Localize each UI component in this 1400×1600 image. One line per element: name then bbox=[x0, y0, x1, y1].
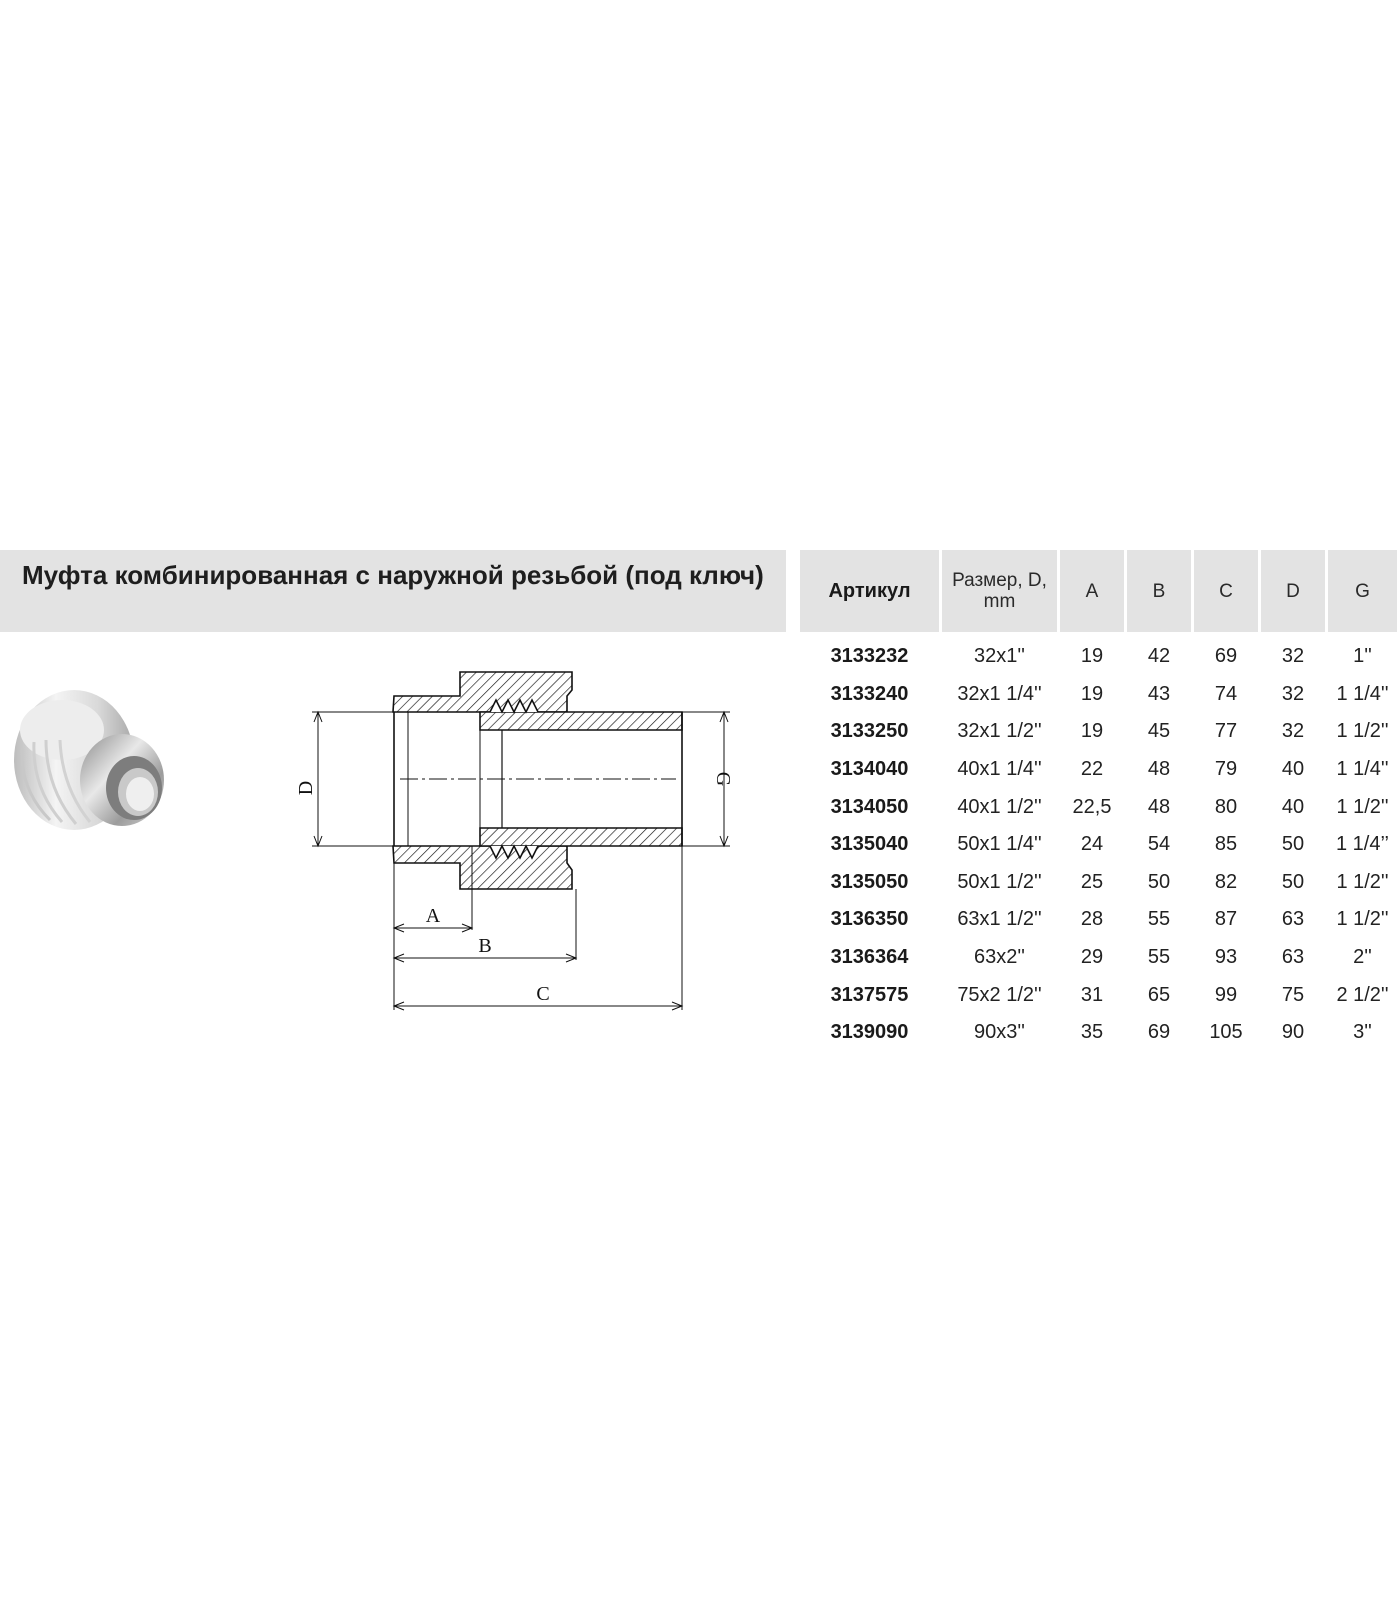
cell-article: 3133240 bbox=[800, 676, 942, 714]
cell-c: 74 bbox=[1194, 676, 1261, 714]
cell-g: 2 1/2'' bbox=[1328, 976, 1400, 1014]
cell-b: 55 bbox=[1127, 901, 1194, 939]
cell-article: 3133232 bbox=[800, 632, 942, 676]
header-c: C bbox=[1194, 550, 1261, 632]
table-row bbox=[800, 939, 1400, 977]
cell-c: 80 bbox=[1194, 788, 1261, 826]
cell-c: 105 bbox=[1194, 1014, 1261, 1052]
product-photo bbox=[2, 660, 182, 850]
cell-a: 19 bbox=[1060, 632, 1127, 676]
header-d: D bbox=[1261, 550, 1328, 632]
cell-b: 42 bbox=[1127, 632, 1194, 676]
table-row bbox=[800, 826, 1400, 864]
table-row bbox=[800, 901, 1400, 939]
cell-size: 32x1'' bbox=[942, 632, 1060, 676]
dimension-d bbox=[312, 712, 394, 846]
cell-article: 3133250 bbox=[800, 713, 942, 751]
table-row bbox=[800, 632, 1400, 676]
table-header-row bbox=[800, 550, 1400, 632]
cell-c: 82 bbox=[1194, 864, 1261, 902]
table-row bbox=[800, 713, 1400, 751]
cell-size: 63x1 1/2'' bbox=[942, 901, 1060, 939]
cell-b: 48 bbox=[1127, 751, 1194, 789]
header-article: Артикул bbox=[800, 550, 942, 632]
cell-g: 1 1/4'' bbox=[1328, 751, 1400, 789]
cell-size: 50x1 1/2'' bbox=[942, 864, 1060, 902]
cell-size: 50x1 1/4'' bbox=[942, 826, 1060, 864]
cell-g: 1 1/2'' bbox=[1328, 864, 1400, 902]
cell-d: 32 bbox=[1261, 632, 1328, 676]
cell-d: 32 bbox=[1261, 713, 1328, 751]
cell-b: 48 bbox=[1127, 788, 1194, 826]
cell-a: 35 bbox=[1060, 1014, 1127, 1052]
header-a: A bbox=[1060, 550, 1127, 632]
label-a: A bbox=[425, 905, 441, 927]
cell-b: 43 bbox=[1127, 676, 1194, 714]
cell-d: 75 bbox=[1261, 976, 1328, 1014]
cell-article: 3137575 bbox=[800, 976, 942, 1014]
cell-g: 1 1/4'' bbox=[1328, 676, 1400, 714]
cell-size: 63x2'' bbox=[942, 939, 1060, 977]
cell-c: 69 bbox=[1194, 632, 1261, 676]
cell-article: 3135050 bbox=[800, 864, 942, 902]
cell-article: 3134040 bbox=[800, 751, 942, 789]
spec-table bbox=[800, 550, 1400, 1052]
cell-d: 63 bbox=[1261, 901, 1328, 939]
cell-a: 19 bbox=[1060, 676, 1127, 714]
cell-d: 90 bbox=[1261, 1014, 1328, 1052]
cell-a: 29 bbox=[1060, 939, 1127, 977]
cell-a: 28 bbox=[1060, 901, 1127, 939]
cell-a: 22,5 bbox=[1060, 788, 1127, 826]
cell-d: 40 bbox=[1261, 788, 1328, 826]
cell-size: 32x1 1/4'' bbox=[942, 676, 1060, 714]
cell-g: 3'' bbox=[1328, 1014, 1400, 1052]
header-g: G bbox=[1328, 550, 1400, 632]
table-row bbox=[800, 1014, 1400, 1052]
cell-article: 3135040 bbox=[800, 826, 942, 864]
cell-b: 50 bbox=[1127, 864, 1194, 902]
fitting-section bbox=[393, 672, 682, 889]
label-d: D bbox=[295, 780, 317, 796]
table-row bbox=[800, 864, 1400, 902]
cell-a: 22 bbox=[1060, 751, 1127, 789]
cell-size: 40x1 1/4'' bbox=[942, 751, 1060, 789]
cell-c: 77 bbox=[1194, 713, 1261, 751]
cell-g: 1 1/2'' bbox=[1328, 788, 1400, 826]
cell-d: 63 bbox=[1261, 939, 1328, 977]
header-b: B bbox=[1127, 550, 1194, 632]
cell-a: 19 bbox=[1060, 713, 1127, 751]
label-b: B bbox=[478, 935, 492, 957]
cell-b: 55 bbox=[1127, 939, 1194, 977]
cell-g: 1'' bbox=[1328, 632, 1400, 676]
cell-d: 40 bbox=[1261, 751, 1328, 789]
table-row bbox=[800, 976, 1400, 1014]
table-row bbox=[800, 788, 1400, 826]
cell-d: 50 bbox=[1261, 864, 1328, 902]
cell-b: 69 bbox=[1127, 1014, 1194, 1052]
cell-c: 93 bbox=[1194, 939, 1261, 977]
cell-a: 31 bbox=[1060, 976, 1127, 1014]
cell-article: 3136350 bbox=[800, 901, 942, 939]
cell-c: 99 bbox=[1194, 976, 1261, 1014]
cell-a: 24 bbox=[1060, 826, 1127, 864]
cell-article: 3134050 bbox=[800, 788, 942, 826]
label-c: C bbox=[536, 983, 550, 1005]
table-row bbox=[800, 676, 1400, 714]
header-size: Размер, D, mm bbox=[942, 550, 1060, 632]
table-row bbox=[800, 751, 1400, 789]
cell-g: 2'' bbox=[1328, 939, 1400, 977]
cell-g: 1 1/4’’ bbox=[1328, 826, 1400, 864]
cell-c: 85 bbox=[1194, 826, 1261, 864]
title-band bbox=[0, 550, 786, 632]
cell-a: 25 bbox=[1060, 864, 1127, 902]
cell-c: 87 bbox=[1194, 901, 1261, 939]
cell-b: 65 bbox=[1127, 976, 1194, 1014]
cell-b: 45 bbox=[1127, 713, 1194, 751]
label-g: G bbox=[712, 771, 734, 787]
cell-c: 79 bbox=[1194, 751, 1261, 789]
cell-d: 50 bbox=[1261, 826, 1328, 864]
cell-size: 40x1 1/2'' bbox=[942, 788, 1060, 826]
cell-d: 32 bbox=[1261, 676, 1328, 714]
cell-b: 54 bbox=[1127, 826, 1194, 864]
cell-article: 3136364 bbox=[800, 939, 942, 977]
fitting-thread bbox=[80, 734, 164, 826]
technical-drawing bbox=[290, 660, 750, 1030]
cell-size: 75x2 1/2'' bbox=[942, 976, 1060, 1014]
cell-article: 3139090 bbox=[800, 1014, 942, 1052]
cell-g: 1 1/2'' bbox=[1328, 901, 1400, 939]
cell-g: 1 1/2'' bbox=[1328, 713, 1400, 751]
cell-size: 90x3'' bbox=[942, 1014, 1060, 1052]
cell-size: 32x1 1/2'' bbox=[942, 713, 1060, 751]
product-title: Муфта комбинированная с наружной резьбой (под ключ) bbox=[22, 560, 764, 590]
